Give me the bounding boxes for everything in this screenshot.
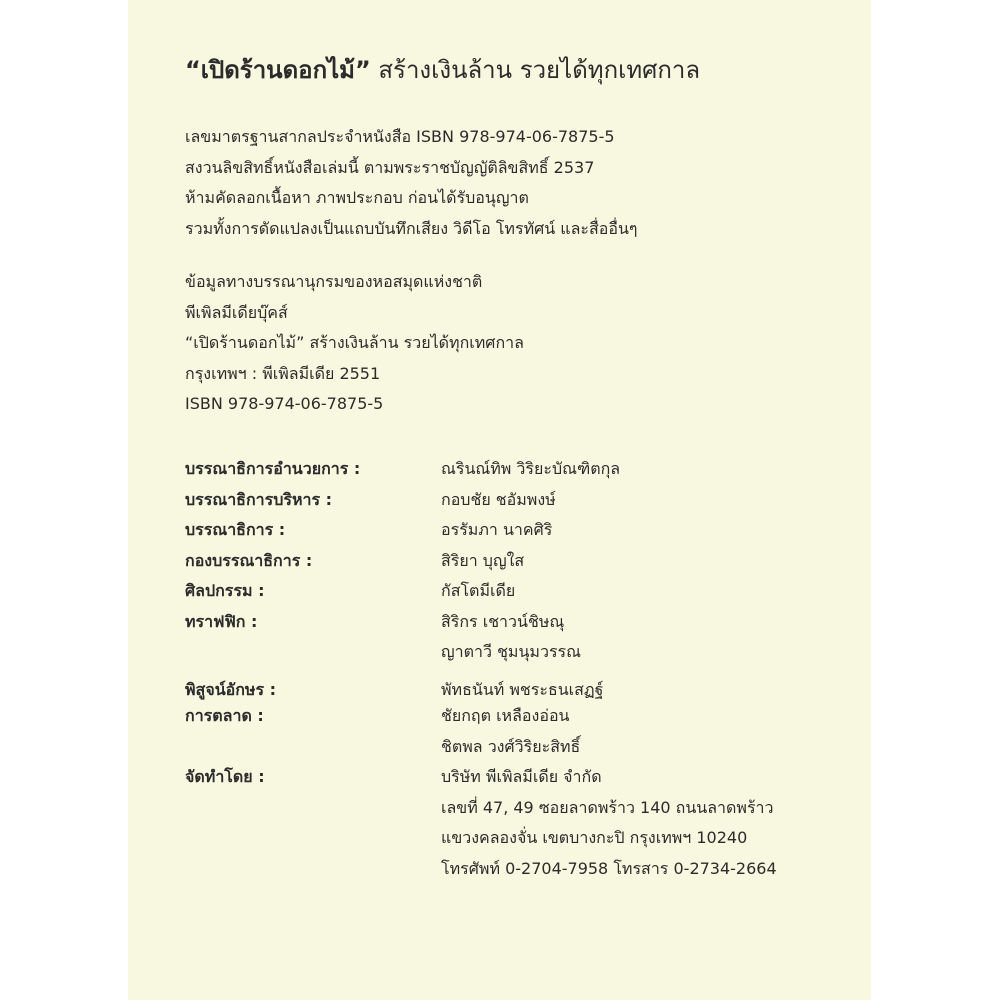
credit-row bbox=[185, 637, 845, 668]
copyright-line: เลขมาตรฐานสากลประจำหนังสือ ISBN 978-974-06-7875-5 bbox=[185, 127, 615, 146]
cip-line: “เปิดร้านดอกไม้” สร้างเงินล้าน รวยได้ทุกเทศกาล bbox=[185, 333, 524, 352]
credit-label: กองบรรณาธิการ : bbox=[185, 550, 313, 570]
credit-label: จัดทำโดย : bbox=[185, 767, 265, 786]
credit-value: ชัยกฤต เหลืองอ่อน bbox=[441, 706, 570, 725]
credit-row bbox=[185, 854, 845, 885]
credits-list bbox=[185, 454, 845, 884]
credit-row bbox=[185, 762, 845, 793]
copyright-line: สงวนลิขสิทธิ์หนังสือเล่มนี้ ตามพระราชบัญญัติลิขสิทธิ์ 2537 bbox=[185, 157, 595, 177]
credit-label: ทราฟฟิก : bbox=[185, 611, 258, 631]
credit-value: สิริกร เชาวน์ชิษณุ bbox=[441, 611, 565, 631]
credit-row bbox=[185, 793, 845, 824]
cip-line: กรุงเทพฯ : พีเพิลมีเดีย 2551 bbox=[185, 363, 381, 383]
credit-row bbox=[185, 515, 845, 546]
book-title-bold: “เปิดร้านดอกไม้” bbox=[185, 56, 371, 84]
cataloging-info bbox=[185, 267, 524, 420]
credit-value: กอบชัย ชอัมพงษ์ bbox=[441, 489, 556, 509]
credit-value: สิริยา บุญใส bbox=[441, 550, 525, 570]
book-page bbox=[128, 0, 871, 1000]
copyright-notice bbox=[185, 122, 638, 244]
credit-value: แขวงคลองจั่น เขตบางกะปิ กรุงเทพฯ 10240 bbox=[441, 828, 748, 847]
credit-row bbox=[185, 823, 845, 854]
credit-label: บรรณาธิการอำนวยการ : bbox=[185, 459, 361, 478]
credit-value: บริษัท พีเพิลมีเดีย จำกัด bbox=[441, 767, 602, 786]
credit-row bbox=[185, 701, 845, 732]
credit-value: เลขที่ 47, 49 ซอยลาดพร้าว 140 ถนนลาดพร้าว bbox=[441, 797, 774, 817]
credit-value: ญาตาวี ชุมนุมวรรณ bbox=[441, 642, 581, 661]
book-title bbox=[185, 50, 865, 90]
credit-row bbox=[185, 454, 845, 485]
credit-row bbox=[185, 607, 845, 638]
cip-line: พีเพิลมีเดียบุ๊คส์ bbox=[185, 302, 288, 322]
credit-value: ชิตพล วงศ์วิริยะสิทธิ์ bbox=[441, 736, 581, 756]
copyright-line: ห้ามคัดลอกเนื้อหา ภาพประกอบ ก่อนได้รับอนุญาต bbox=[185, 188, 529, 207]
credit-label: พิสูจน์อักษร : bbox=[185, 679, 277, 699]
credit-row bbox=[185, 546, 845, 577]
credit-value: กัสโตมีเดีย bbox=[441, 581, 516, 600]
credit-label: บรรณาธิการ : bbox=[185, 520, 286, 539]
credit-value: อรรัมภา นาคศิริ bbox=[441, 520, 553, 539]
copyright-line: รวมทั้งการดัดแปลงเป็นแถบบันทึกเสียง วิดีโอ โทรทัศน์ และสื่ออื่นๆ bbox=[185, 218, 638, 238]
credit-value: โทรศัพท์ 0-2704-7958 โทรสาร 0-2734-2664 bbox=[441, 858, 777, 878]
credit-label: บรรณาธิการบริหาร : bbox=[185, 489, 333, 509]
credit-label: ศิลปกรรม : bbox=[185, 581, 265, 600]
cip-line: ข้อมูลทางบรรณานุกรมของหอสมุดแห่งชาติ bbox=[185, 272, 483, 291]
credit-label: การตลาด : bbox=[185, 706, 264, 725]
credit-row bbox=[185, 576, 845, 607]
book-title-subtitle: สร้างเงินล้าน รวยได้ทุกเทศกาล bbox=[378, 56, 701, 84]
credit-value: ณรินณ์ทิพ วิริยะบัณฑิตกุล bbox=[441, 459, 621, 478]
cip-line: ISBN 978-974-06-7875-5 bbox=[185, 394, 384, 413]
credit-row bbox=[185, 485, 845, 516]
credit-value: พัทธนันท์ พชระธนเสฏฐ์ bbox=[441, 679, 604, 699]
credit-row bbox=[185, 732, 845, 763]
